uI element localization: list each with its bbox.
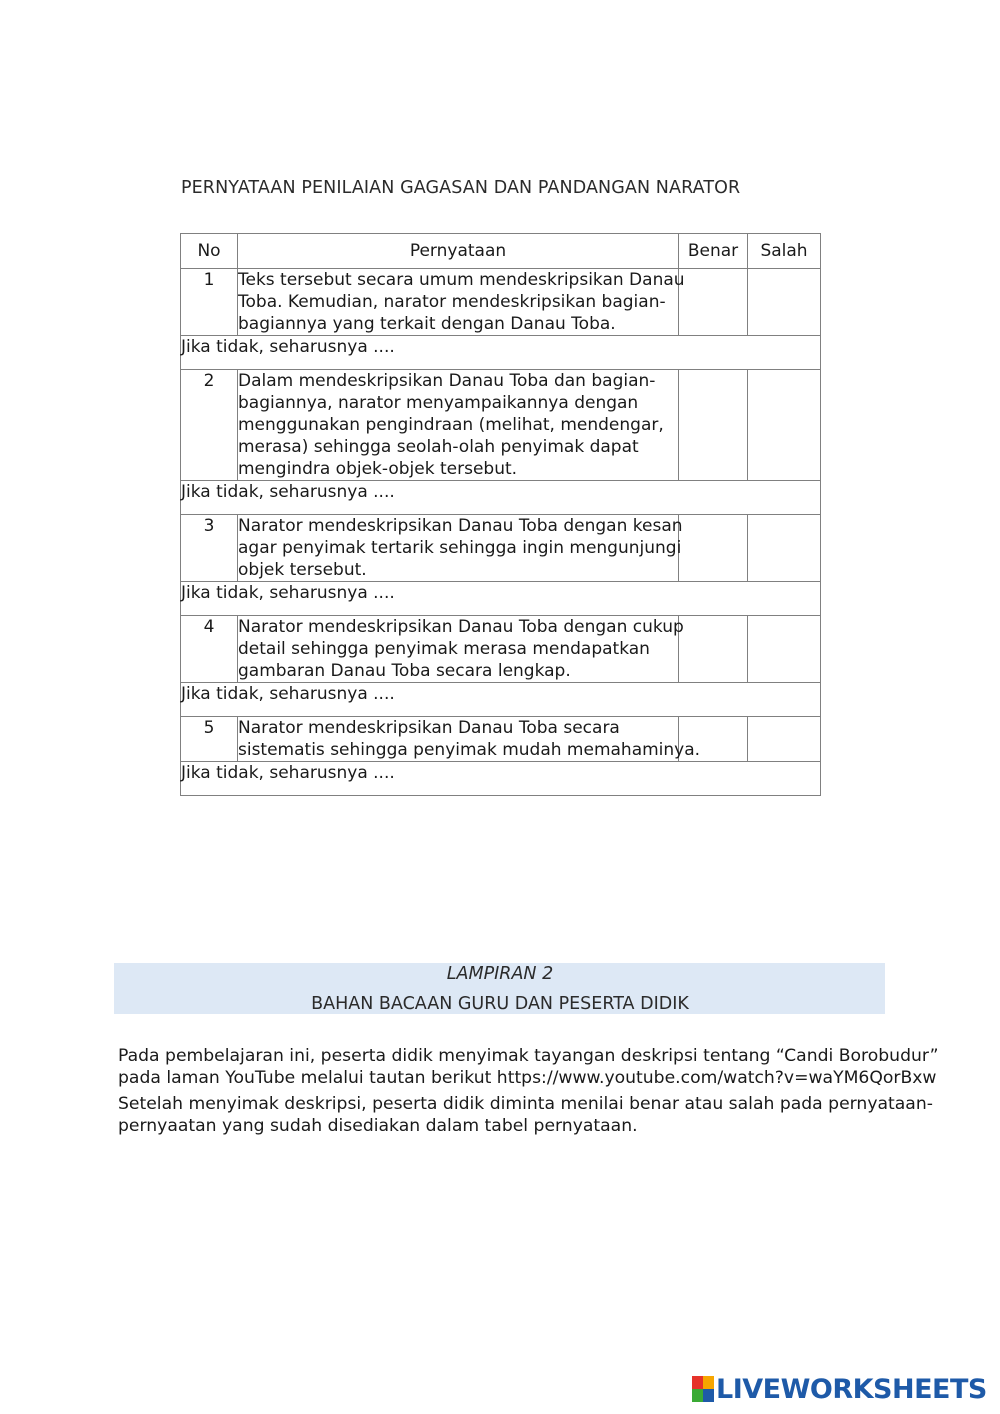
correction-note[interactable]: Jika tidak, seharusnya ....	[181, 481, 821, 515]
appendix-heading: BAHAN BACAAN GURU DAN PESERTA DIDIK	[311, 994, 689, 1014]
header-false: Salah	[748, 234, 821, 269]
appendix-label: LAMPIRAN 2	[446, 964, 554, 984]
statement-text	[238, 269, 685, 336]
logo-square-blue	[703, 1389, 714, 1402]
false-answer-box[interactable]	[748, 370, 821, 481]
header-true: Benar	[679, 234, 748, 269]
document-title: PERNYATAAN PENILAIAN GAGASAN DAN PANDANGAN NARATOR	[181, 178, 741, 198]
correction-note[interactable]: Jika tidak, seharusnya ....	[181, 683, 821, 717]
row-number: 3	[181, 515, 238, 582]
statement-line: bagiannya, narator menyampaikannya dengan	[238, 393, 639, 413]
statement-table	[180, 233, 821, 796]
table-row	[181, 717, 821, 762]
note-row	[181, 762, 821, 796]
statement-line: sistematis sehingga penyimak mudah memahaminya.	[238, 740, 701, 760]
false-answer-box[interactable]	[748, 616, 821, 683]
statement-line: menggunakan pengindraan (melihat, mendengar,	[238, 415, 664, 435]
true-answer-box[interactable]	[679, 616, 748, 683]
logo-text: LIVEWORKSHEETS	[716, 1373, 987, 1405]
correction-note[interactable]: Jika tidak, seharusnya ....	[181, 582, 821, 616]
false-answer-box[interactable]	[748, 515, 821, 582]
table-header-row	[181, 234, 821, 269]
statement-text	[238, 515, 683, 582]
row-number: 2	[181, 370, 238, 481]
statement-line: merasa) sehingga seolah-olah penyimak dapat	[238, 437, 639, 457]
statement-line: detail sehingga penyimak merasa mendapatkan	[238, 639, 650, 659]
note-row	[181, 582, 821, 616]
paragraph-line: Setelah menyimak deskripsi, peserta didik diminta menilai benar atau salah pada pernyataan-	[118, 1094, 933, 1114]
statement-line: Narator mendeskripsikan Danau Toba dengan cukup	[238, 617, 684, 637]
reading-paragraph	[118, 1045, 998, 1137]
row-number: 4	[181, 616, 238, 683]
note-row	[181, 481, 821, 515]
statement-text	[238, 717, 701, 762]
correction-note[interactable]: Jika tidak, seharusnya ....	[181, 762, 821, 796]
true-answer-box[interactable]	[679, 269, 748, 336]
statement-line: bagiannya yang terkait dengan Danau Toba.	[238, 314, 616, 334]
statement-text	[238, 370, 679, 481]
paragraph-line: pada laman YouTube melalui tautan berikut https://www.youtube.com/watch?v=waYM6QorBxw	[118, 1068, 937, 1088]
statement-text	[238, 616, 684, 683]
logo-square-red	[692, 1376, 703, 1389]
false-answer-box[interactable]	[748, 717, 821, 762]
false-answer-box[interactable]	[748, 269, 821, 336]
statement-line: objek tersebut.	[238, 560, 367, 580]
paragraph-line: Pada pembelajaran ini, peserta didik menyimak tayangan deskripsi tentang “Candi Borobudur”	[118, 1046, 939, 1066]
liveworksheets-logo	[692, 1374, 987, 1404]
true-answer-box[interactable]	[679, 370, 748, 481]
statement-line: Narator mendeskripsikan Danau Toba secara	[238, 718, 620, 738]
logo-icon	[692, 1376, 714, 1402]
statement-line: gambaran Danau Toba secara lengkap.	[238, 661, 571, 681]
header-statement: Pernyataan	[238, 234, 679, 269]
statement-line: Toba. Kemudian, narator mendeskripsikan bagian-	[238, 292, 666, 312]
row-number: 1	[181, 269, 238, 336]
table-row	[181, 370, 821, 481]
row-number: 5	[181, 717, 238, 762]
table-row	[181, 515, 821, 582]
statement-line: mengindra objek-objek tersebut.	[238, 459, 518, 479]
table-row	[181, 269, 821, 336]
logo-square-orange	[703, 1376, 714, 1389]
paragraph-line: pernyaatan yang sudah disediakan dalam tabel pernyataan.	[118, 1116, 638, 1136]
logo-square-green	[692, 1389, 703, 1402]
table-row	[181, 616, 821, 683]
note-row	[181, 336, 821, 370]
header-no: No	[181, 234, 238, 269]
statement-line: Teks tersebut secara umum mendeskripsikan Danau	[238, 270, 685, 290]
correction-note[interactable]: Jika tidak, seharusnya ....	[181, 336, 821, 370]
true-answer-box[interactable]	[679, 515, 748, 582]
statement-line: Narator mendeskripsikan Danau Toba dengan kesan	[238, 516, 683, 536]
note-row	[181, 683, 821, 717]
statement-line: Dalam mendeskripsikan Danau Toba dan bagian-	[238, 371, 656, 391]
statement-line: agar penyimak tertarik sehingga ingin mengunjungi	[238, 538, 682, 558]
